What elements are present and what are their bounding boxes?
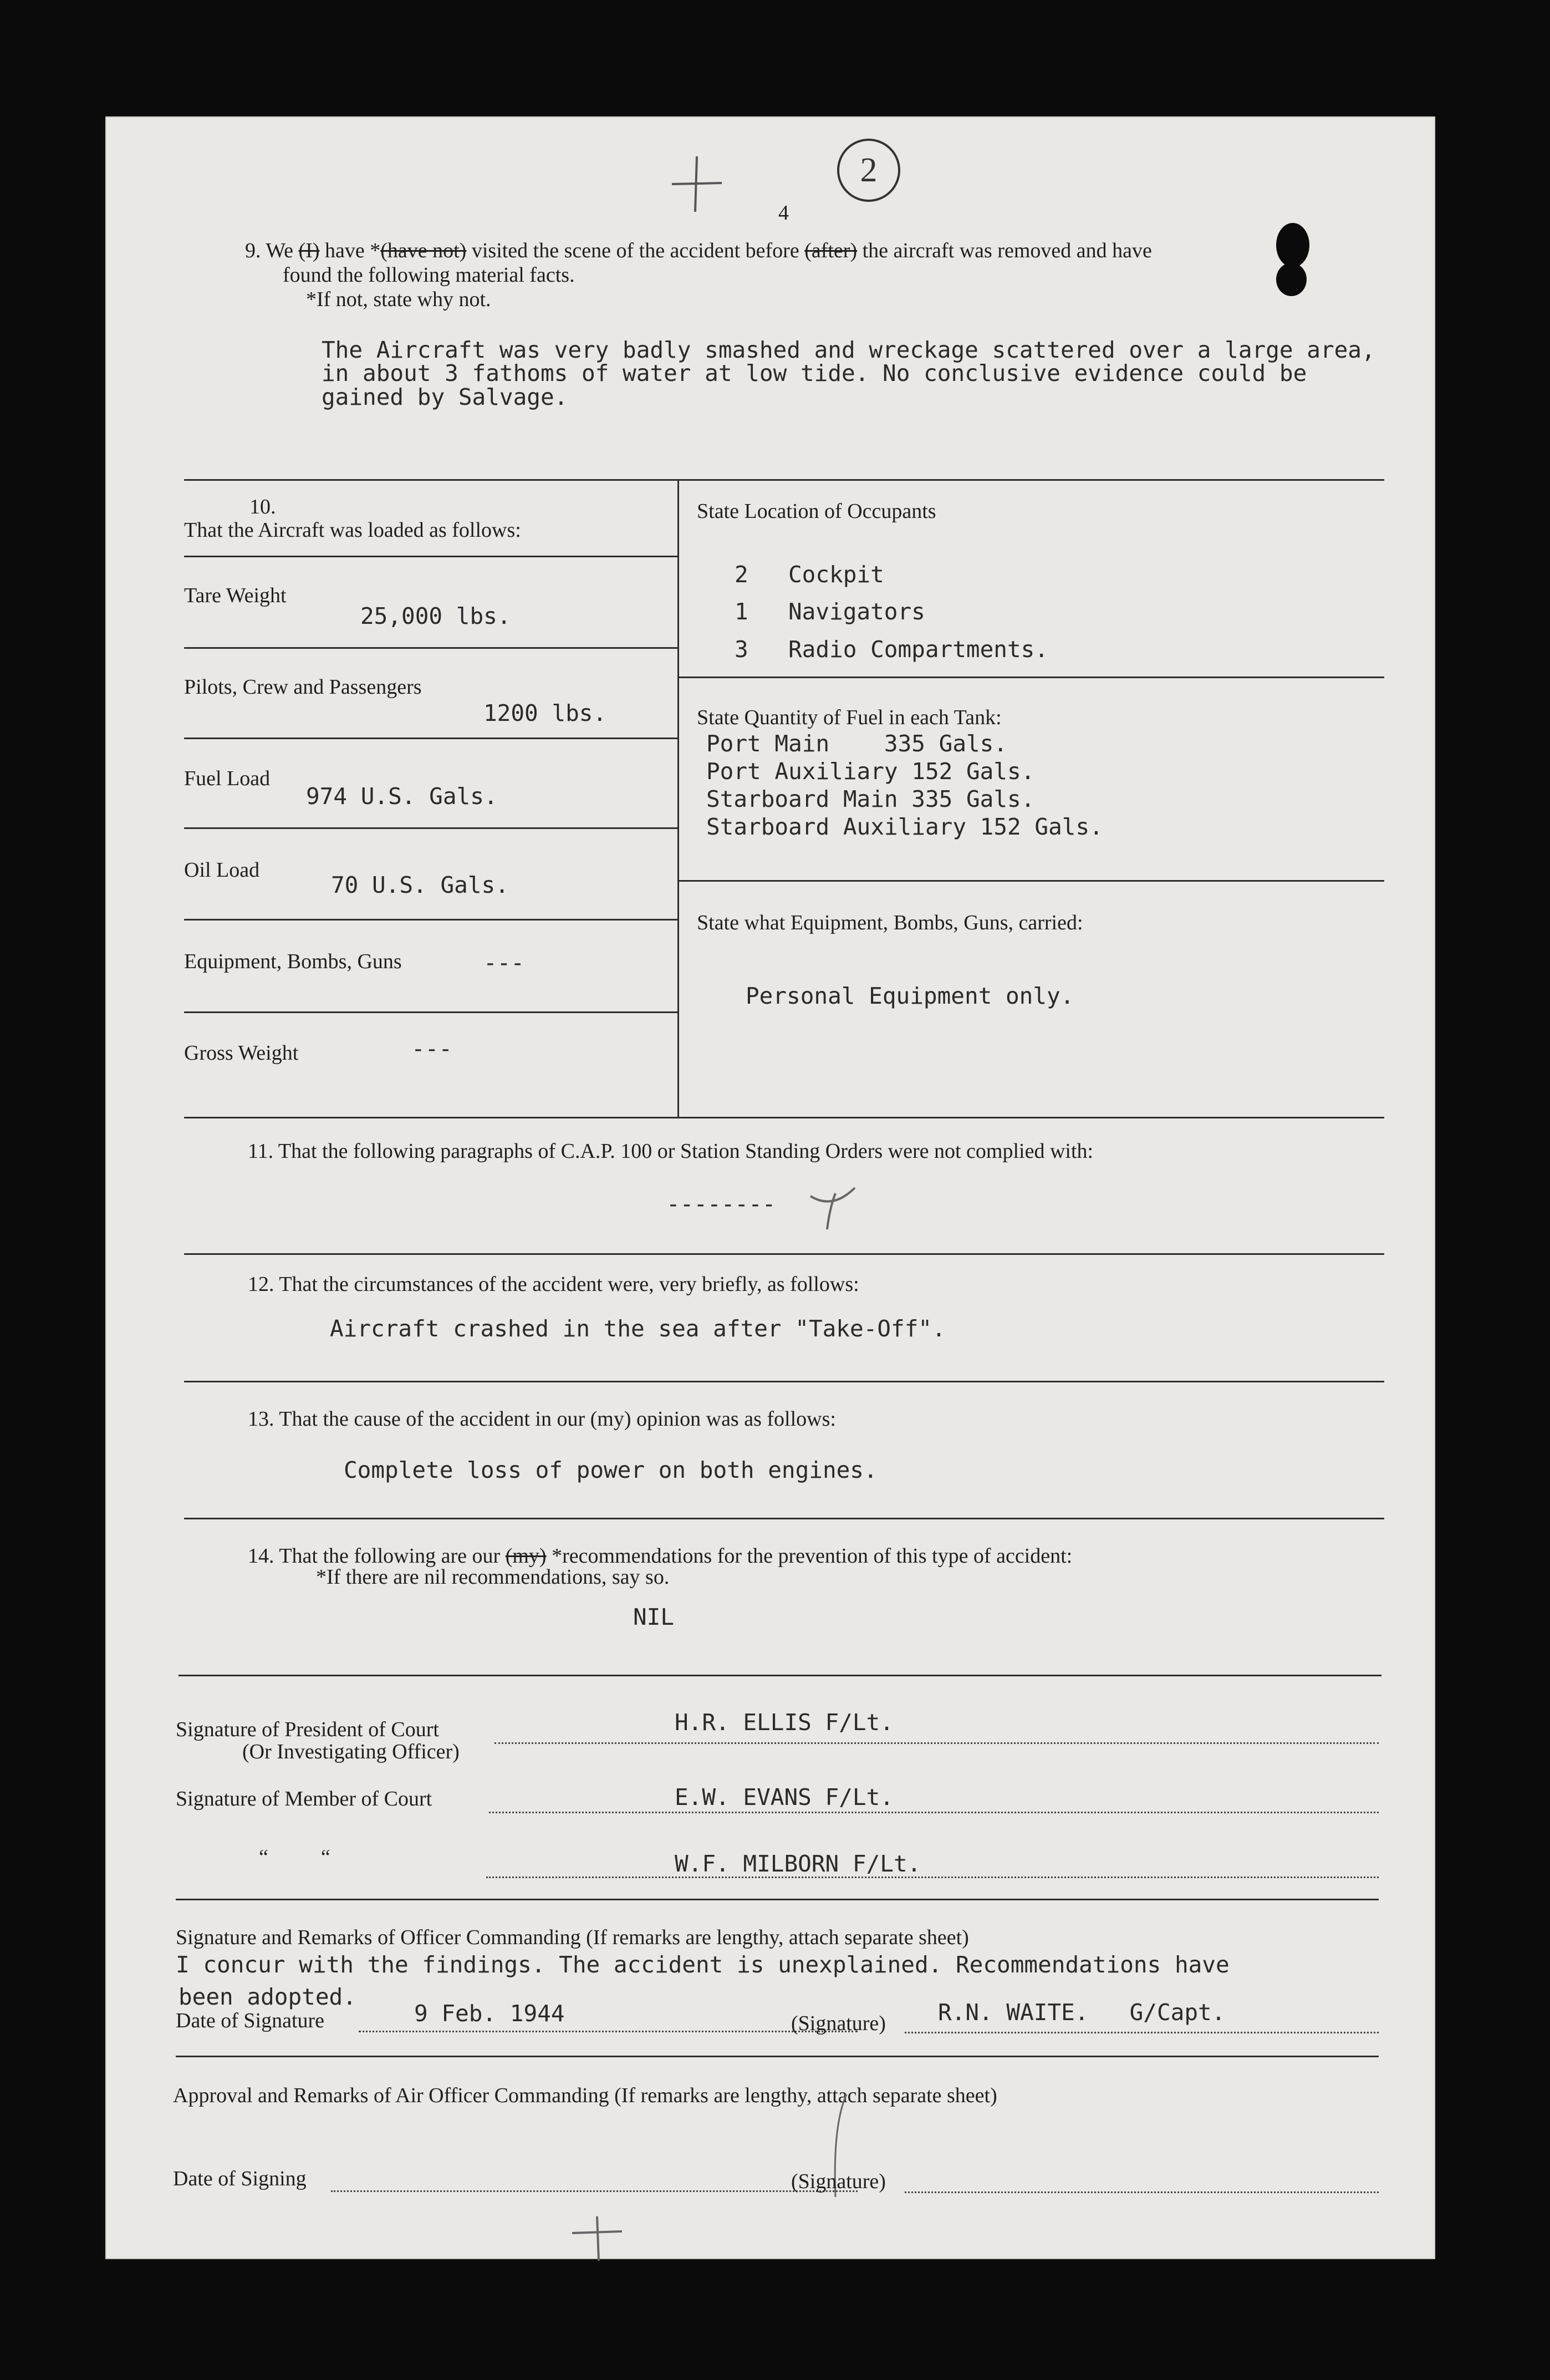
struck-text: (have not) (380, 239, 467, 262)
q11-answer: -------- (666, 1191, 776, 1217)
occupant-count: 2 (735, 561, 748, 588)
hole-punch-mark (1276, 263, 1307, 296)
tare-weight-value: 25,000 lbs. (360, 603, 511, 629)
divider (184, 738, 677, 739)
divider (184, 1253, 1384, 1255)
signature-line (494, 1742, 1379, 1744)
equipment-carried-heading: State what Equipment, Bombs, Guns, carried: (697, 911, 1083, 934)
member-signature-label: Signature of Member of Court (176, 1787, 432, 1811)
fuel-load-value: 974 U.S. Gals. (306, 783, 498, 810)
signature-line (486, 1876, 1379, 1878)
fuel-load-label: Fuel Load (184, 767, 271, 790)
q14-answer: NIL (633, 1604, 675, 1630)
officer-commanding-heading: Signature and Remarks of Officer Commanding (If remarks are lengthy, attach separate sheet) (176, 1926, 969, 1949)
date-of-signature-value: 9 Feb. 1944 (414, 2000, 565, 2027)
divider (184, 1011, 677, 1013)
divider (677, 880, 1384, 882)
fuel-tank-row: Port Auxiliary 152 Gals. (706, 758, 1035, 785)
fuel-tanks-heading: State Quantity of Fuel in each Tank: (697, 706, 1002, 729)
member1-signature-value: E.W. EVANS F/Lt. (675, 1784, 894, 1811)
q9-note: *If not, state why not. (306, 288, 491, 311)
occupants-heading: State Location of Occupants (697, 500, 936, 523)
date-line (331, 2190, 858, 2192)
air-officer-heading: Approval and Remarks of Air Officer Commanding (If remarks are lengthy, attach separate sheet) (173, 2084, 997, 2107)
pencil-cross-mark (805, 1182, 860, 1232)
president-signature-sub: (Or Investigating Officer) (242, 1740, 460, 1763)
pilots-crew-value: 1200 lbs. (483, 700, 607, 726)
president-signature-value: H.R. ELLIS F/Lt. (675, 1709, 894, 1736)
oil-load-label: Oil Load (184, 858, 260, 882)
president-signature-label: Signature of President of Court (176, 1718, 439, 1741)
q9-number: 9. (245, 239, 261, 262)
document-page (105, 116, 1435, 2259)
divider (184, 479, 1384, 481)
occupant-place: Cockpit (788, 561, 884, 588)
divider (184, 647, 677, 649)
page-number: 4 (778, 201, 789, 225)
divider (184, 556, 677, 557)
q9-line2: found the following material facts. (283, 263, 575, 287)
date-of-signature-label: Date of Signature (176, 2009, 325, 2032)
divider (184, 827, 677, 829)
struck-text: (I) (298, 239, 320, 262)
q14-note: *If there are nil recommendations, say so. (316, 1565, 670, 1589)
divider (677, 677, 1384, 678)
struck-text: (after) (804, 239, 858, 262)
equipment-label: Equipment, Bombs, Guns (184, 950, 402, 973)
date-of-signing-label: Date of Signing (173, 2167, 307, 2190)
ditto-marks: “ “ (259, 1845, 330, 1869)
pencil-cross-mark (661, 151, 727, 217)
divider (176, 1899, 1379, 1900)
q13-answer: Complete loss of power on both engines. (344, 1457, 878, 1483)
divider (184, 1518, 1384, 1519)
signature-line (905, 2032, 1379, 2033)
q12-text: 12. That the circumstances of the accident were, very briefly, as follows: (248, 1273, 859, 1296)
q12-answer: Aircraft crashed in the sea after "Take-Off". (330, 1315, 946, 1342)
divider (184, 919, 677, 921)
q10-heading: That the Aircraft was loaded as follows: (184, 518, 521, 542)
occupant-count: 3 (735, 636, 748, 663)
pencil-cross-mark (567, 2214, 628, 2264)
struck-text: (my) (505, 1544, 547, 1568)
hole-punch-mark (1276, 223, 1309, 267)
pilots-crew-label: Pilots, Crew and Passengers (184, 675, 422, 699)
circled-number: 2 (860, 151, 878, 189)
fuel-tank-row: Starboard Main 335 Gals. (706, 786, 1035, 812)
equipment-value: --- (483, 949, 525, 976)
q9-answer-line3: gained by Salvage. (322, 384, 568, 410)
divider (184, 1117, 1384, 1118)
divider (176, 2056, 1379, 2057)
tare-weight-label: Tare Weight (184, 584, 287, 607)
q9-answer-line1: The Aircraft was very badly smashed and wreckage scattered over a large area, (322, 337, 1375, 363)
divider (179, 1675, 1381, 1676)
gross-weight-label: Gross Weight (184, 1041, 299, 1065)
fuel-tank-row: Port Main 335 Gals. (706, 730, 1008, 757)
q9-line1: 9. We (I) have *(have not) visited the scene of the accident before (after) the aircraft was removed and have (245, 239, 1152, 262)
date-line (359, 2031, 858, 2032)
q9-answer-line2: in about 3 fathoms of water at low tide. No conclusive evidence could be (322, 360, 1307, 387)
member2-signature-value: W.F. MILBORN F/Lt. (675, 1850, 921, 1877)
equipment-carried-answer: Personal Equipment only. (746, 983, 1074, 1009)
signature-line (905, 2191, 1379, 2193)
divider (184, 1381, 1384, 1382)
fuel-tank-row: Starboard Auxiliary 152 Gals. (706, 813, 1103, 840)
officer-commanding-remark-line2: been adopted. (179, 1984, 356, 2010)
q13-text: 13. That the cause of the accident in our (my) opinion was as follows: (248, 1407, 836, 1431)
signature-label: (Signature) (791, 2012, 886, 2035)
officer-commanding-signature-value: R.N. WAITE. G/Capt. (938, 1999, 1226, 2026)
air-officer-signature-label: (Signature) (791, 2170, 886, 2193)
column-divider (677, 479, 679, 1117)
q11-text: 11. That the following paragraphs of C.A.P. 100 or Station Standing Orders were not complied with: (248, 1140, 1094, 1163)
gross-weight-value: --- (411, 1035, 453, 1062)
occupant-place: Navigators (788, 598, 925, 625)
occupant-count: 1 (735, 598, 748, 625)
occupant-place: Radio Compartments. (788, 636, 1048, 663)
oil-load-value: 70 U.S. Gals. (331, 872, 509, 898)
circled-number-mark (833, 134, 905, 206)
officer-commanding-remark-line1: I concur with the findings. The accident is unexplained. Recommendations have (176, 1951, 1230, 1978)
signature-line (489, 1812, 1379, 1813)
q10-number: 10. (249, 495, 276, 518)
q14-text: 14. That the following are our (my) *recommendations for the prevention of this type of accident: (248, 1544, 1073, 1568)
